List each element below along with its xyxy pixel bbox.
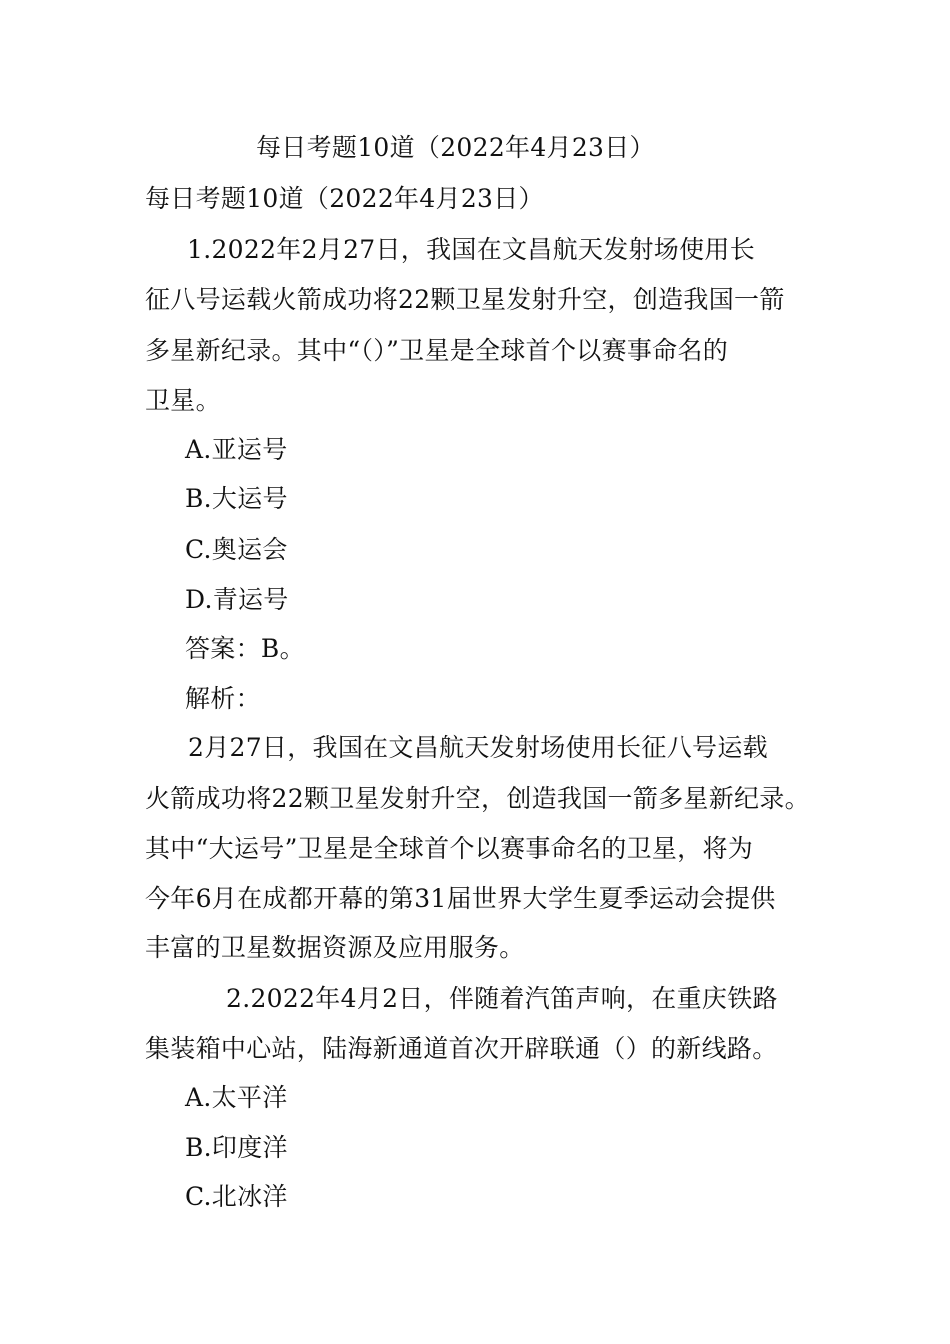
q1-analysis-line-2: 火箭成功将22颗卫星发射升空，创造我国一箭多星新纪录。 (145, 784, 810, 813)
q1-text-line-4: 卫星。 (145, 386, 221, 415)
q1-analysis-line-3: 其中“大运号”卫星是全球首个以赛事命名的卫星，将为 (145, 834, 754, 863)
q1-analysis-line-4: 今年6月在成都开幕的第31届世界大学生夏季运动会提供 (145, 884, 776, 913)
q2-text-line-2: 集装箱中心站，陆海新通道首次开辟联通（）的新线路。 (145, 1034, 778, 1063)
q1-analysis-line-1: 2月27日，我国在文昌航天发射场使用长征八号运载 (188, 733, 768, 762)
q2-option-c: C.北冰洋 (185, 1182, 288, 1211)
q1-analysis-label: 解析： (185, 684, 261, 713)
q1-option-a: A.亚运号 (185, 435, 288, 464)
q1-option-d: D.青运号 (185, 585, 289, 614)
q2-option-b: B.印度洋 (185, 1133, 288, 1162)
q1-option-b: B.大运号 (185, 484, 288, 513)
q2-option-a: A.太平洋 (185, 1083, 288, 1112)
q1-answer: 答案：B。 (185, 634, 305, 663)
q1-text-line-1: 1.2022年2月27日，我国在文昌航天发射场使用长 (187, 235, 755, 264)
document-subtitle: 每日考题10道（2022年4月23日） (145, 184, 544, 213)
q2-text-line-1: 2.2022年4月2日，伴随着汽笛声响，在重庆铁路 (226, 984, 778, 1013)
q1-text-line-2: 征八号运载火箭成功将22颗卫星发射升空，创造我国一箭 (145, 285, 785, 314)
document-title: 每日考题10道（2022年4月23日） (256, 133, 655, 162)
q1-option-c: C.奥运会 (185, 535, 288, 564)
q1-analysis-line-5: 丰富的卫星数据资源及应用服务。 (145, 933, 525, 962)
q1-text-line-3: 多星新纪录。其中“（）”卫星是全球首个以赛事命名的 (145, 336, 729, 365)
